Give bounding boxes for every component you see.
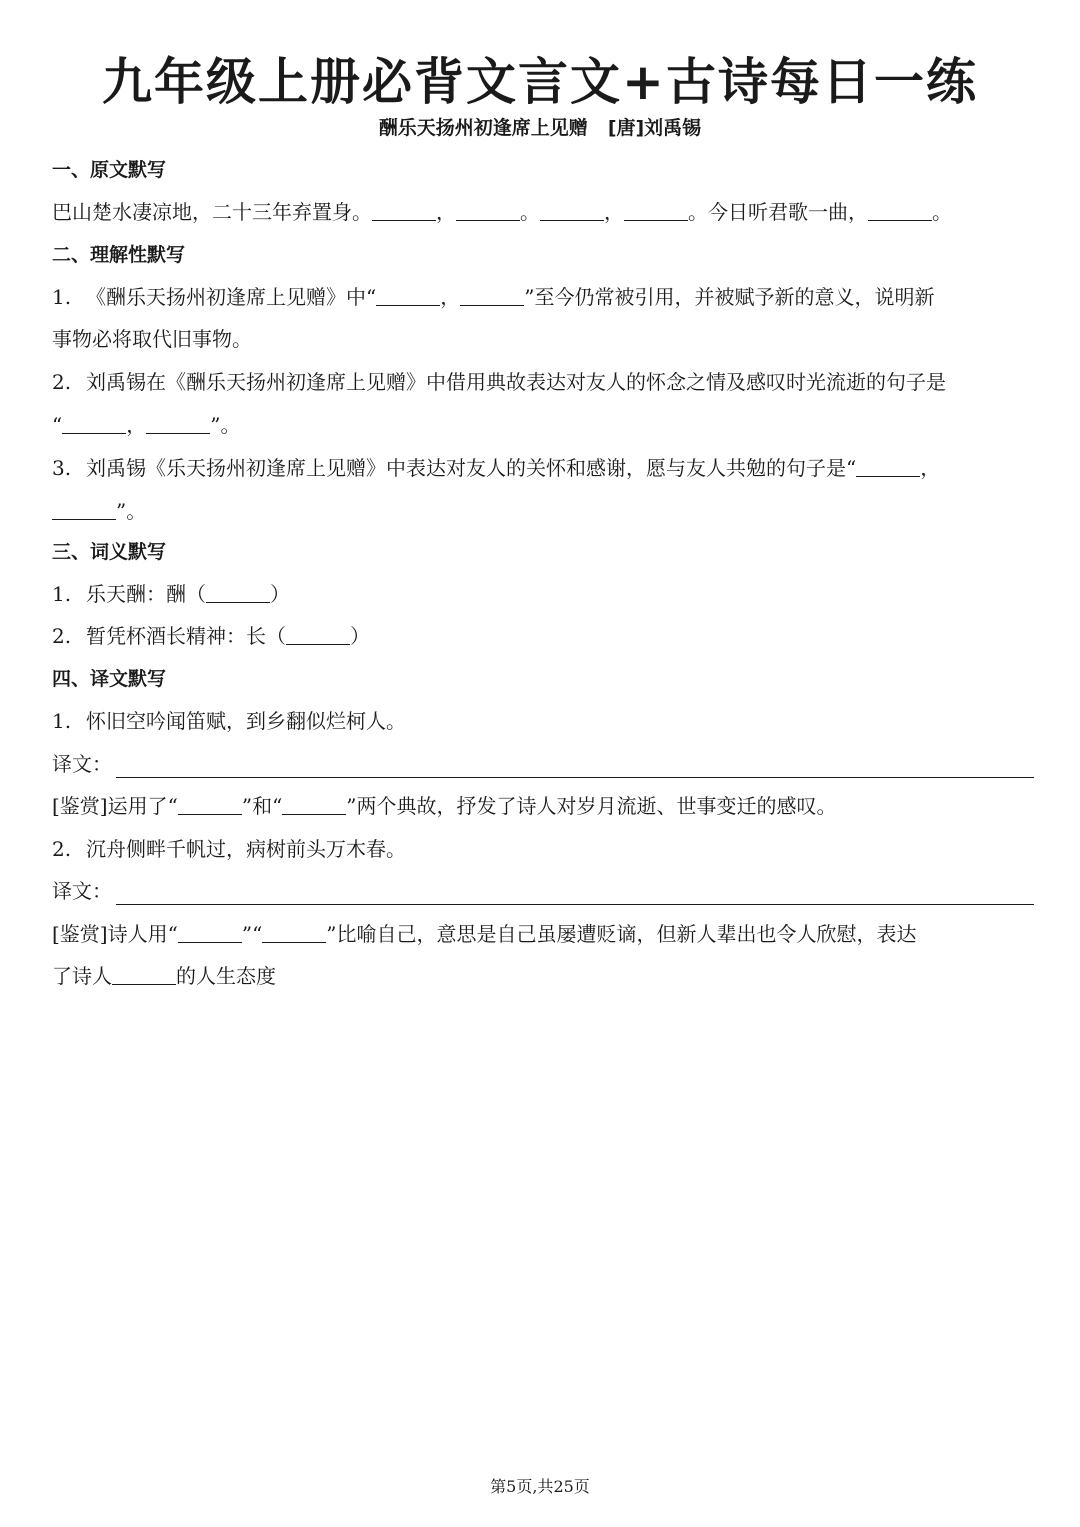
page-title: 九年级上册必背文言文+古诗每日一练 <box>102 53 978 111</box>
translation-label: 译文： <box>52 879 112 903</box>
section4-q2 <box>52 835 1034 863</box>
section2-q2 <box>52 368 1034 396</box>
punct: ”。 <box>116 499 147 523</box>
blank[interactable] <box>112 964 176 985</box>
appreciation-text: ”和“ <box>241 794 283 818</box>
blank[interactable] <box>206 582 270 603</box>
punct: ”。 <box>210 413 241 437</box>
blank[interactable] <box>178 794 242 815</box>
poem-subtitle <box>0 114 1080 142</box>
blank[interactable] <box>460 285 524 306</box>
question-text: 暂凭杯酒长精神：长（ <box>86 624 286 648</box>
question-number: 2. <box>52 837 72 861</box>
blank[interactable] <box>856 456 920 477</box>
blank[interactable] <box>868 200 932 221</box>
section2-q3 <box>52 454 1034 482</box>
blank[interactable] <box>456 200 520 221</box>
question-number: 1. <box>52 709 72 733</box>
question-text: 刘禹锡《乐天扬州初逢席上见赠》中表达对友人的关怀和感谢，愿与友人共勉的句子是“ <box>86 456 857 480</box>
punct: ， <box>920 456 941 480</box>
section2-q1 <box>52 283 1034 311</box>
question-number: 3. <box>52 456 72 480</box>
appreciation-text: 的人生态度 <box>176 964 276 988</box>
question-text: 怀旧空吟闻笛赋，到乡翻似烂柯人。 <box>86 709 406 733</box>
punct: ， <box>440 285 461 309</box>
section2-q1-cont: 事物必将取代旧事物。 <box>52 327 252 351</box>
question-number: 1. <box>52 285 72 309</box>
section4-q2-appreciation <box>52 920 1034 948</box>
blank[interactable] <box>376 285 440 306</box>
section4-q2-translation <box>52 877 1034 905</box>
blank[interactable] <box>282 794 346 815</box>
question-text: 沉舟侧畔千帆过，病树前头万木春。 <box>86 837 406 861</box>
section3-heading: 三、词义默写 <box>52 541 167 563</box>
translation-answer-line[interactable] <box>116 882 1034 905</box>
blank[interactable] <box>178 922 242 943</box>
section1-text-b: 今日听君歌一曲， <box>708 200 868 224</box>
question-number: 2. <box>52 624 72 648</box>
section4-q1-appreciation <box>52 792 1034 820</box>
section4-q1-translation <box>52 750 1034 778</box>
punct: ， <box>126 413 147 437</box>
blank[interactable] <box>286 624 350 645</box>
question-text: 刘禹锡在《酬乐天扬州初逢席上见赠》中借用典故表达对友人的怀念之情及感叹时光流逝的句子是 <box>86 370 946 394</box>
punct: ） <box>270 582 290 606</box>
section1-text: 巴山楚水凄凉地，二十三年弃置身。 <box>52 200 372 224</box>
page-number: 第5页,共25页 <box>490 1477 590 1496</box>
section1-heading: 一、原文默写 <box>52 159 167 181</box>
appreciation-text: ”两个典故，抒发了诗人对岁月流逝、世事变迁的感叹。 <box>346 794 837 818</box>
appreciation-text: [鉴赏]运用了“ <box>52 794 178 818</box>
punct: ， <box>604 200 624 224</box>
question-number: 2. <box>52 370 72 394</box>
section1-line <box>52 198 1034 226</box>
poem-author: [唐]刘禹锡 <box>607 117 702 139</box>
blank[interactable] <box>624 200 688 221</box>
question-number: 1. <box>52 582 72 606</box>
appreciation-text: ”“ <box>241 922 263 946</box>
punct: ） <box>350 624 370 648</box>
appreciation-text: 了诗人 <box>52 964 112 988</box>
punct: “ <box>52 413 63 437</box>
poem-title: 酬乐天扬州初逢席上见赠 <box>378 117 588 139</box>
section4-q2-appreciation-cont <box>52 962 1034 990</box>
question-text: 乐天酬：酬（ <box>86 582 206 606</box>
appreciation-text: ”比喻自己，意思是自己虽屡遭贬谪，但新人辈出也令人欣慰，表达 <box>326 922 917 946</box>
appreciation-text: [鉴赏]诗人用“ <box>52 922 178 946</box>
punct: 。 <box>688 200 708 224</box>
section2-q3-cont <box>52 497 1034 525</box>
blank[interactable] <box>52 499 116 520</box>
blank[interactable] <box>262 922 326 943</box>
section2-q2-cont <box>52 411 1034 439</box>
punct: 。 <box>932 200 952 224</box>
punct: ， <box>436 200 456 224</box>
blank[interactable] <box>62 413 126 434</box>
section3-q1 <box>52 580 1034 608</box>
section4-heading: 四、译文默写 <box>52 668 167 690</box>
question-text: ”至今仍常被引用，并被赋予新的意义，说明新 <box>524 285 935 309</box>
punct: 。 <box>520 200 540 224</box>
translation-answer-line[interactable] <box>116 755 1034 778</box>
section3-q2 <box>52 622 1034 650</box>
blank[interactable] <box>540 200 604 221</box>
section2-heading: 二、理解性默写 <box>52 244 186 266</box>
section4-q1 <box>52 707 1034 735</box>
blank[interactable] <box>146 413 210 434</box>
question-text: 《酬乐天扬州初逢席上见赠》中“ <box>86 285 377 309</box>
translation-label: 译文： <box>52 752 112 776</box>
blank[interactable] <box>372 200 436 221</box>
